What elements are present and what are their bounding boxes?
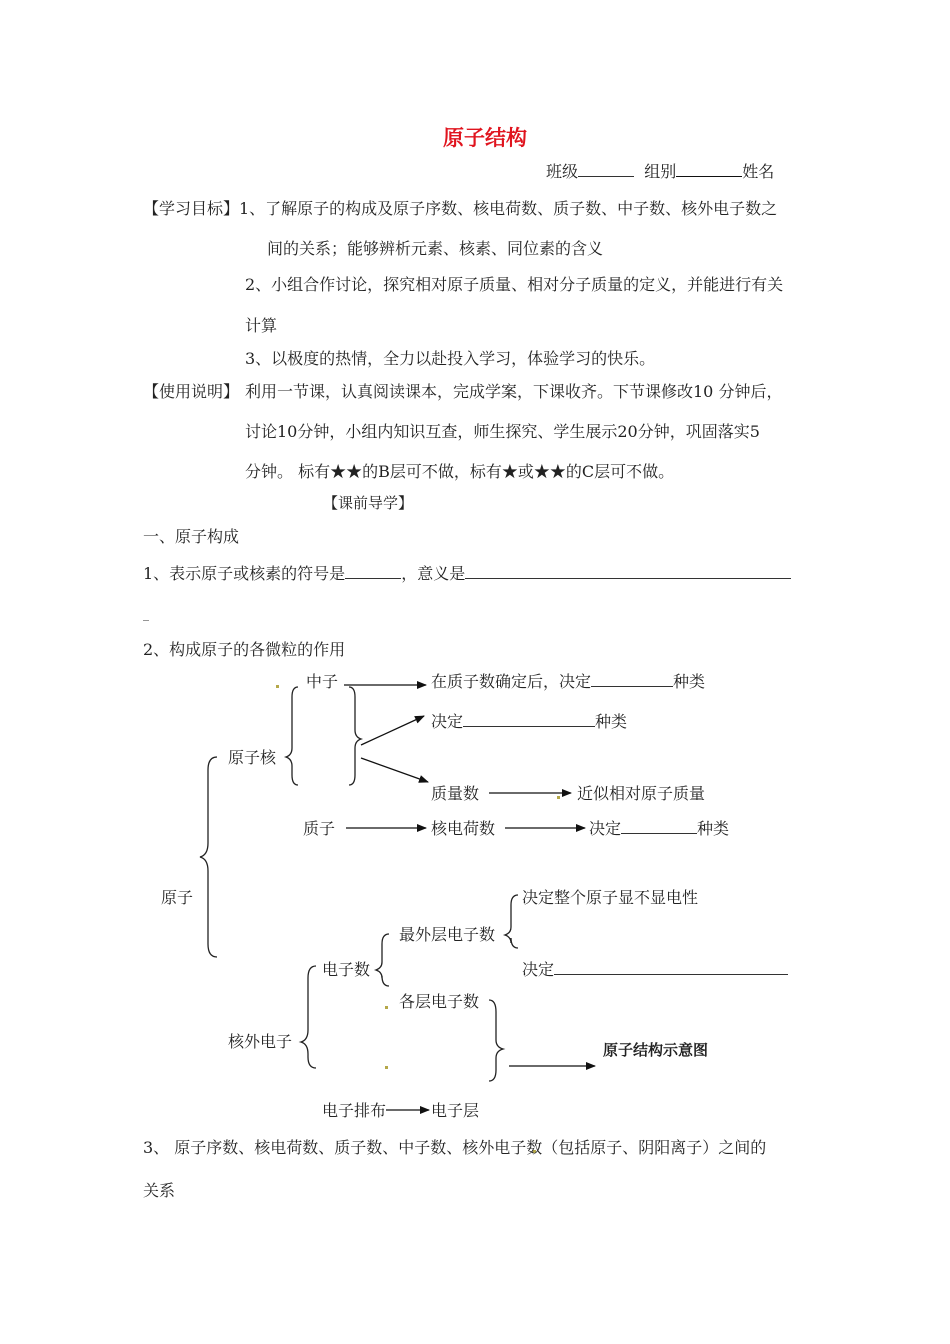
marker-dot — [276, 685, 279, 688]
neutron-right-brace — [349, 687, 361, 785]
usage-line-2: 讨论10分钟，小组内知识互查，师生探究、学生展示20分钟，巩固落实5 — [245, 422, 760, 441]
electrical-label: 决定整个原子显不显电性 — [522, 888, 699, 907]
each-layer-label: 各层电子数 — [399, 992, 480, 1011]
usage-line-1: 利用一节课，认真阅读课本，完成学案，下课收齐。下节课修改10 分钟后， — [245, 382, 783, 401]
element-kind-blank[interactable] — [621, 833, 697, 834]
kind-label: 种类 — [673, 672, 706, 691]
decide-label: 决定 — [431, 712, 464, 731]
property-blank[interactable] — [554, 974, 788, 975]
neutron-kind-blank[interactable] — [591, 686, 673, 687]
neutron-effect — [431, 674, 705, 690]
atom-brace — [200, 757, 217, 957]
electron-count-label: 电子数 — [322, 960, 371, 979]
each-layer-brace — [489, 1000, 503, 1081]
decide-label: 决定 — [589, 819, 622, 838]
decide-element — [589, 821, 729, 837]
nuclear-charge-label: 核电荷数 — [431, 819, 496, 838]
neutron-label: 中子 — [306, 672, 339, 691]
extranuclear-brace — [301, 966, 316, 1068]
part-1-title: 一、原子构成 — [143, 527, 240, 546]
objective-2-line-1: 2、小组合作讨论，探究相对原子质量、相对分子质量的定义，并能进行有关 — [245, 275, 784, 294]
shell-label: 电子层 — [431, 1101, 480, 1120]
extranuclear-label: 核外电子 — [228, 1032, 293, 1051]
kind-label: 种类 — [595, 712, 628, 731]
usage-line-3: 分钟。 标有★★的B层可不做，标有★或★★的C层可不做。 — [245, 462, 675, 481]
question-1-trailing: _ — [143, 607, 149, 621]
objectives-label: 【学习目标】 — [143, 199, 240, 218]
neutron-effect-text: 在质子数确定后，决定 — [431, 672, 592, 691]
outermost-brace — [376, 934, 389, 986]
marker-dot — [385, 1006, 388, 1009]
question-2-title: 2、构成原子的各微粒的作用 — [143, 640, 346, 659]
objective-1-line-1: 1、了解原子的构成及原子序数、核电荷数、质子数、中子数、核外电子数之 — [239, 199, 778, 218]
decide-arrow — [361, 716, 424, 745]
page-title: 原子结构 — [443, 126, 527, 150]
proton-label: 质子 — [303, 819, 336, 838]
decide-kind-blank[interactable] — [463, 726, 595, 727]
arrangement-label: 电子排布 — [322, 1101, 387, 1120]
marker-dot — [557, 796, 560, 799]
decide-property — [522, 962, 788, 978]
mass-number-label: 质量数 — [431, 784, 480, 803]
structure-diagram-label: 原子结构示意图 — [603, 1041, 709, 1059]
nucleus-brace — [286, 687, 298, 785]
marker-dot — [385, 1066, 388, 1069]
question-3-line-1: 3、 原子序数、核电荷数、质子数、中子数、核外电子数（包括原子、阴阳离子）之间的 — [143, 1138, 767, 1157]
objective-1-line-2: 间的关系；能够辨析元素、核素、同位素的含义 — [267, 239, 604, 258]
group-label: 组别 — [644, 162, 677, 181]
nucleus-label: 原子核 — [228, 748, 277, 767]
decide-label: 决定 — [522, 960, 555, 979]
name-label: 姓名 — [742, 162, 775, 181]
mass-arrow — [361, 758, 428, 782]
question-3-line-2: 关系 — [143, 1181, 176, 1200]
electrical-brace — [505, 895, 518, 948]
section-heading: 【课前导学】 — [323, 494, 414, 512]
kind-label: 种类 — [697, 819, 730, 838]
objective-2-line-2: 计算 — [245, 316, 278, 335]
outermost-label: 最外层电子数 — [399, 925, 496, 944]
usage-label: 【使用说明】 — [143, 382, 240, 401]
atom-label: 原子 — [161, 888, 194, 907]
decide-kind — [431, 714, 627, 730]
approx-mass-label: 近似相对原子质量 — [577, 784, 706, 803]
objective-3: 3、以极度的热情，全力以赴投入学习，体验学习的快乐。 — [245, 349, 656, 368]
question-1-middle: ，意义是 — [401, 564, 466, 583]
question-1-prefix: 1、表示原子或核素的符号是 — [143, 564, 346, 583]
class-label: 班级 — [546, 162, 579, 181]
